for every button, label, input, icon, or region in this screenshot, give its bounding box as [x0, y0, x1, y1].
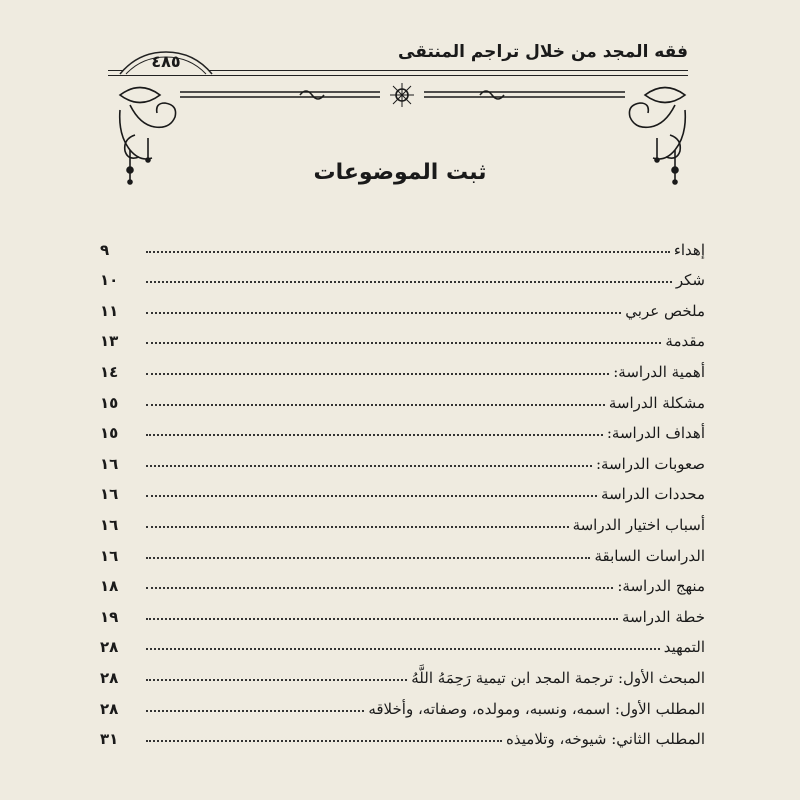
toc-entry-page: ١٣: [100, 332, 119, 351]
toc-entry: [100, 259, 705, 290]
toc-entry-page: ٢٨: [100, 638, 119, 657]
toc-entry-page: ١٥: [100, 424, 119, 443]
toc-entry-title: منهج الدراسة:: [617, 577, 705, 596]
toc-leader-dots: [146, 434, 603, 436]
toc-entry-page: ١٩: [100, 607, 119, 626]
toc-entry-title: مشكلة الدراسة: [608, 393, 705, 412]
toc-leader-dots: [146, 251, 670, 253]
section-title: ثبت الموضوعات: [313, 160, 487, 185]
toc-entry: [100, 381, 705, 412]
toc-entry: [100, 473, 705, 504]
toc-entry-title: التمهيد: [663, 638, 705, 657]
toc-entry-page: ٩: [100, 240, 110, 259]
toc-entry-page: ١٦: [100, 454, 119, 473]
toc-entry-page: ١١: [100, 301, 119, 320]
toc-entry: [100, 718, 705, 749]
book-title: فقه المجد من خلال تراجم المنتقى: [390, 42, 688, 62]
toc-leader-dots: [146, 312, 621, 314]
toc-entry-title: أسباب اختيار الدراسة: [572, 515, 705, 534]
toc-entry-page: ١٦: [100, 485, 119, 504]
page-number-tab: [136, 50, 196, 76]
toc-leader-dots: [146, 373, 609, 375]
toc-leader-dots: [146, 557, 590, 559]
toc-leader-dots: [146, 740, 502, 742]
table-of-contents: [100, 228, 705, 748]
toc-leader-dots: [146, 648, 660, 650]
toc-entry: [100, 595, 705, 626]
toc-leader-dots: [146, 618, 618, 620]
toc-entry-page: ١٥: [100, 393, 119, 412]
toc-entry-title: ملخص عربي: [625, 301, 705, 320]
toc-leader-dots: [146, 465, 592, 467]
toc-entry-title: محددات الدراسة: [601, 485, 705, 504]
toc-entry-title: صعوبات الدراسة:: [595, 454, 705, 473]
toc-leader-dots: [146, 710, 364, 712]
toc-entry: [100, 289, 705, 320]
toc-entry-page: ١٨: [100, 577, 119, 596]
toc-entry-title: المطلب الأول: اسمه، ونسبه، ومولده، وصفاته، وأخلاقه: [368, 699, 705, 718]
toc-entry: [100, 320, 705, 351]
toc-entry: [100, 412, 705, 443]
toc-entry: [100, 687, 705, 718]
toc-entry-title: إهداء: [673, 240, 705, 259]
toc-entry-page: ١٤: [100, 362, 119, 381]
toc-entry-title: خطة الدراسة: [621, 607, 705, 626]
toc-entry-title: المبحث الأول: ترجمة المجد ابن تيمية رَحِمَهُ اللَّهُ: [411, 668, 705, 687]
toc-entry: [100, 626, 705, 657]
toc-entry-title: شكر: [675, 271, 705, 290]
toc-leader-dots: [146, 342, 661, 344]
toc-leader-dots: [146, 495, 597, 497]
toc-entry: [100, 565, 705, 596]
toc-leader-dots: [146, 404, 605, 406]
toc-entry: [100, 350, 705, 381]
running-header: [108, 40, 688, 80]
toc-entry-title: أهمية الدراسة:: [613, 362, 705, 381]
toc-entry: [100, 228, 705, 259]
toc-entry-page: ٢٨: [100, 668, 119, 687]
toc-entry-page: ٣١: [100, 730, 119, 749]
toc-leader-dots: [146, 587, 613, 589]
toc-entry: [100, 503, 705, 534]
toc-entry-page: ١٦: [100, 515, 119, 534]
toc-entry: [100, 442, 705, 473]
page-number: ٤٨٥: [151, 52, 181, 71]
toc-entry-title: المطلب الثاني: شيوخه، وتلاميذه: [506, 730, 705, 749]
toc-entry-page: ١٠: [100, 271, 119, 290]
toc-entry-title: أهداف الدراسة:: [606, 424, 705, 443]
toc-entry-page: ٢٨: [100, 699, 119, 718]
toc-leader-dots: [146, 526, 569, 528]
toc-entry: [100, 656, 705, 687]
toc-entry: [100, 534, 705, 565]
toc-entry-title: الدراسات السابقة: [594, 546, 705, 565]
toc-entry-page: ١٦: [100, 546, 119, 565]
toc-leader-dots: [146, 281, 672, 283]
toc-leader-dots: [146, 679, 407, 681]
toc-entry-title: مقدمة: [665, 332, 705, 351]
